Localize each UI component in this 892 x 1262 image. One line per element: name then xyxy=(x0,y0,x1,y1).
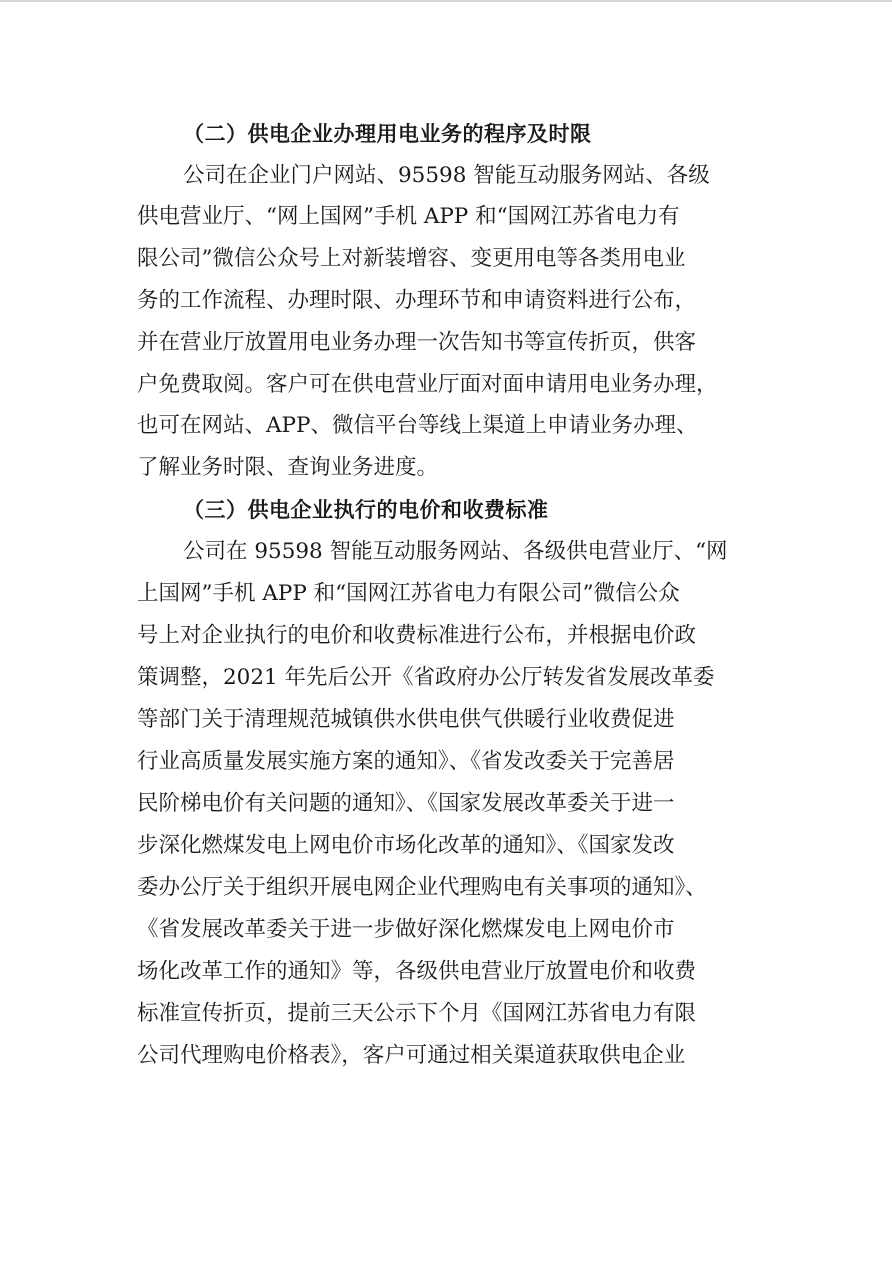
paragraph-line: 限公司”微信公众号上对新装增容、变更用电等各类用电业 xyxy=(137,246,686,271)
paragraph-line: 步深化燃煤发电上网电价市场化改革的通知》、《国家发改 xyxy=(137,833,675,858)
paragraph-line: 场化改革工作的通知》等，各级供电营业厅放置电价和收费 xyxy=(137,959,697,984)
paragraph-line: 并在营业厅放置用电业务办理一次告知书等宣传折页，供客 xyxy=(137,330,697,355)
paragraph-line: 供电营业厅、“网上国网”手机 APP 和“国网江苏省电力有 xyxy=(137,204,680,229)
section-heading-3: （三）供电企业执行的电价和收费标准 xyxy=(183,498,549,522)
paragraph-line: 公司在 95598 智能互动服务网站、各级供电营业厅、“网 xyxy=(183,539,728,564)
paragraph-line: 等部门关于清理规范城镇供水供电供气供暖行业收费促进 xyxy=(137,707,675,732)
paragraph-line: 标准宣传折页，提前三天公示下个月《国网江苏省电力有限 xyxy=(137,1001,697,1026)
paragraph-line: 民阶梯电价有关问题的通知》、《国家发展改革委关于进一 xyxy=(137,791,675,816)
section-heading-2: （二）供电企业办理用电业务的程序及时限 xyxy=(183,122,592,146)
paragraph-line: 也可在网站、APP、微信平台等线上渠道上申请业务办理、 xyxy=(137,413,698,438)
paragraph-line: 号上对企业执行的电价和收费标准进行公布，并根据电价政 xyxy=(137,623,697,648)
paragraph-line: 公司代理购电价格表》，客户可通过相关渠道获取供电企业 xyxy=(137,1043,686,1068)
paragraph-line: 策调整，2021 年先后公开《省政府办公厅转发省发展改革委 xyxy=(137,665,715,690)
paragraph-line: 上国网”手机 APP 和“国网江苏省电力有限公司”微信公众 xyxy=(137,581,680,606)
paragraph-line: 委办公厅关于组织开展电网企业代理购电有关事项的通知》、 xyxy=(137,875,707,900)
paragraph-line: 行业高质量发展实施方案的通知》、《省发改委关于完善居 xyxy=(137,749,675,774)
paragraph-line: 《省发展改革委关于进一步做好深化燃煤发电上网电价市 xyxy=(137,917,675,942)
paragraph-line: 了解业务时限、查询业务进度。 xyxy=(137,455,439,480)
paragraph-line: 户免费取阅。客户可在供电营业厅面对面申请用电业务办理， xyxy=(137,372,718,397)
paragraph-line: 务的工作流程、办理时限、办理环节和申请资料进行公布， xyxy=(137,288,697,313)
paragraph-line: 公司在企业门户网站、95598 智能互动服务网站、各级 xyxy=(183,163,710,188)
